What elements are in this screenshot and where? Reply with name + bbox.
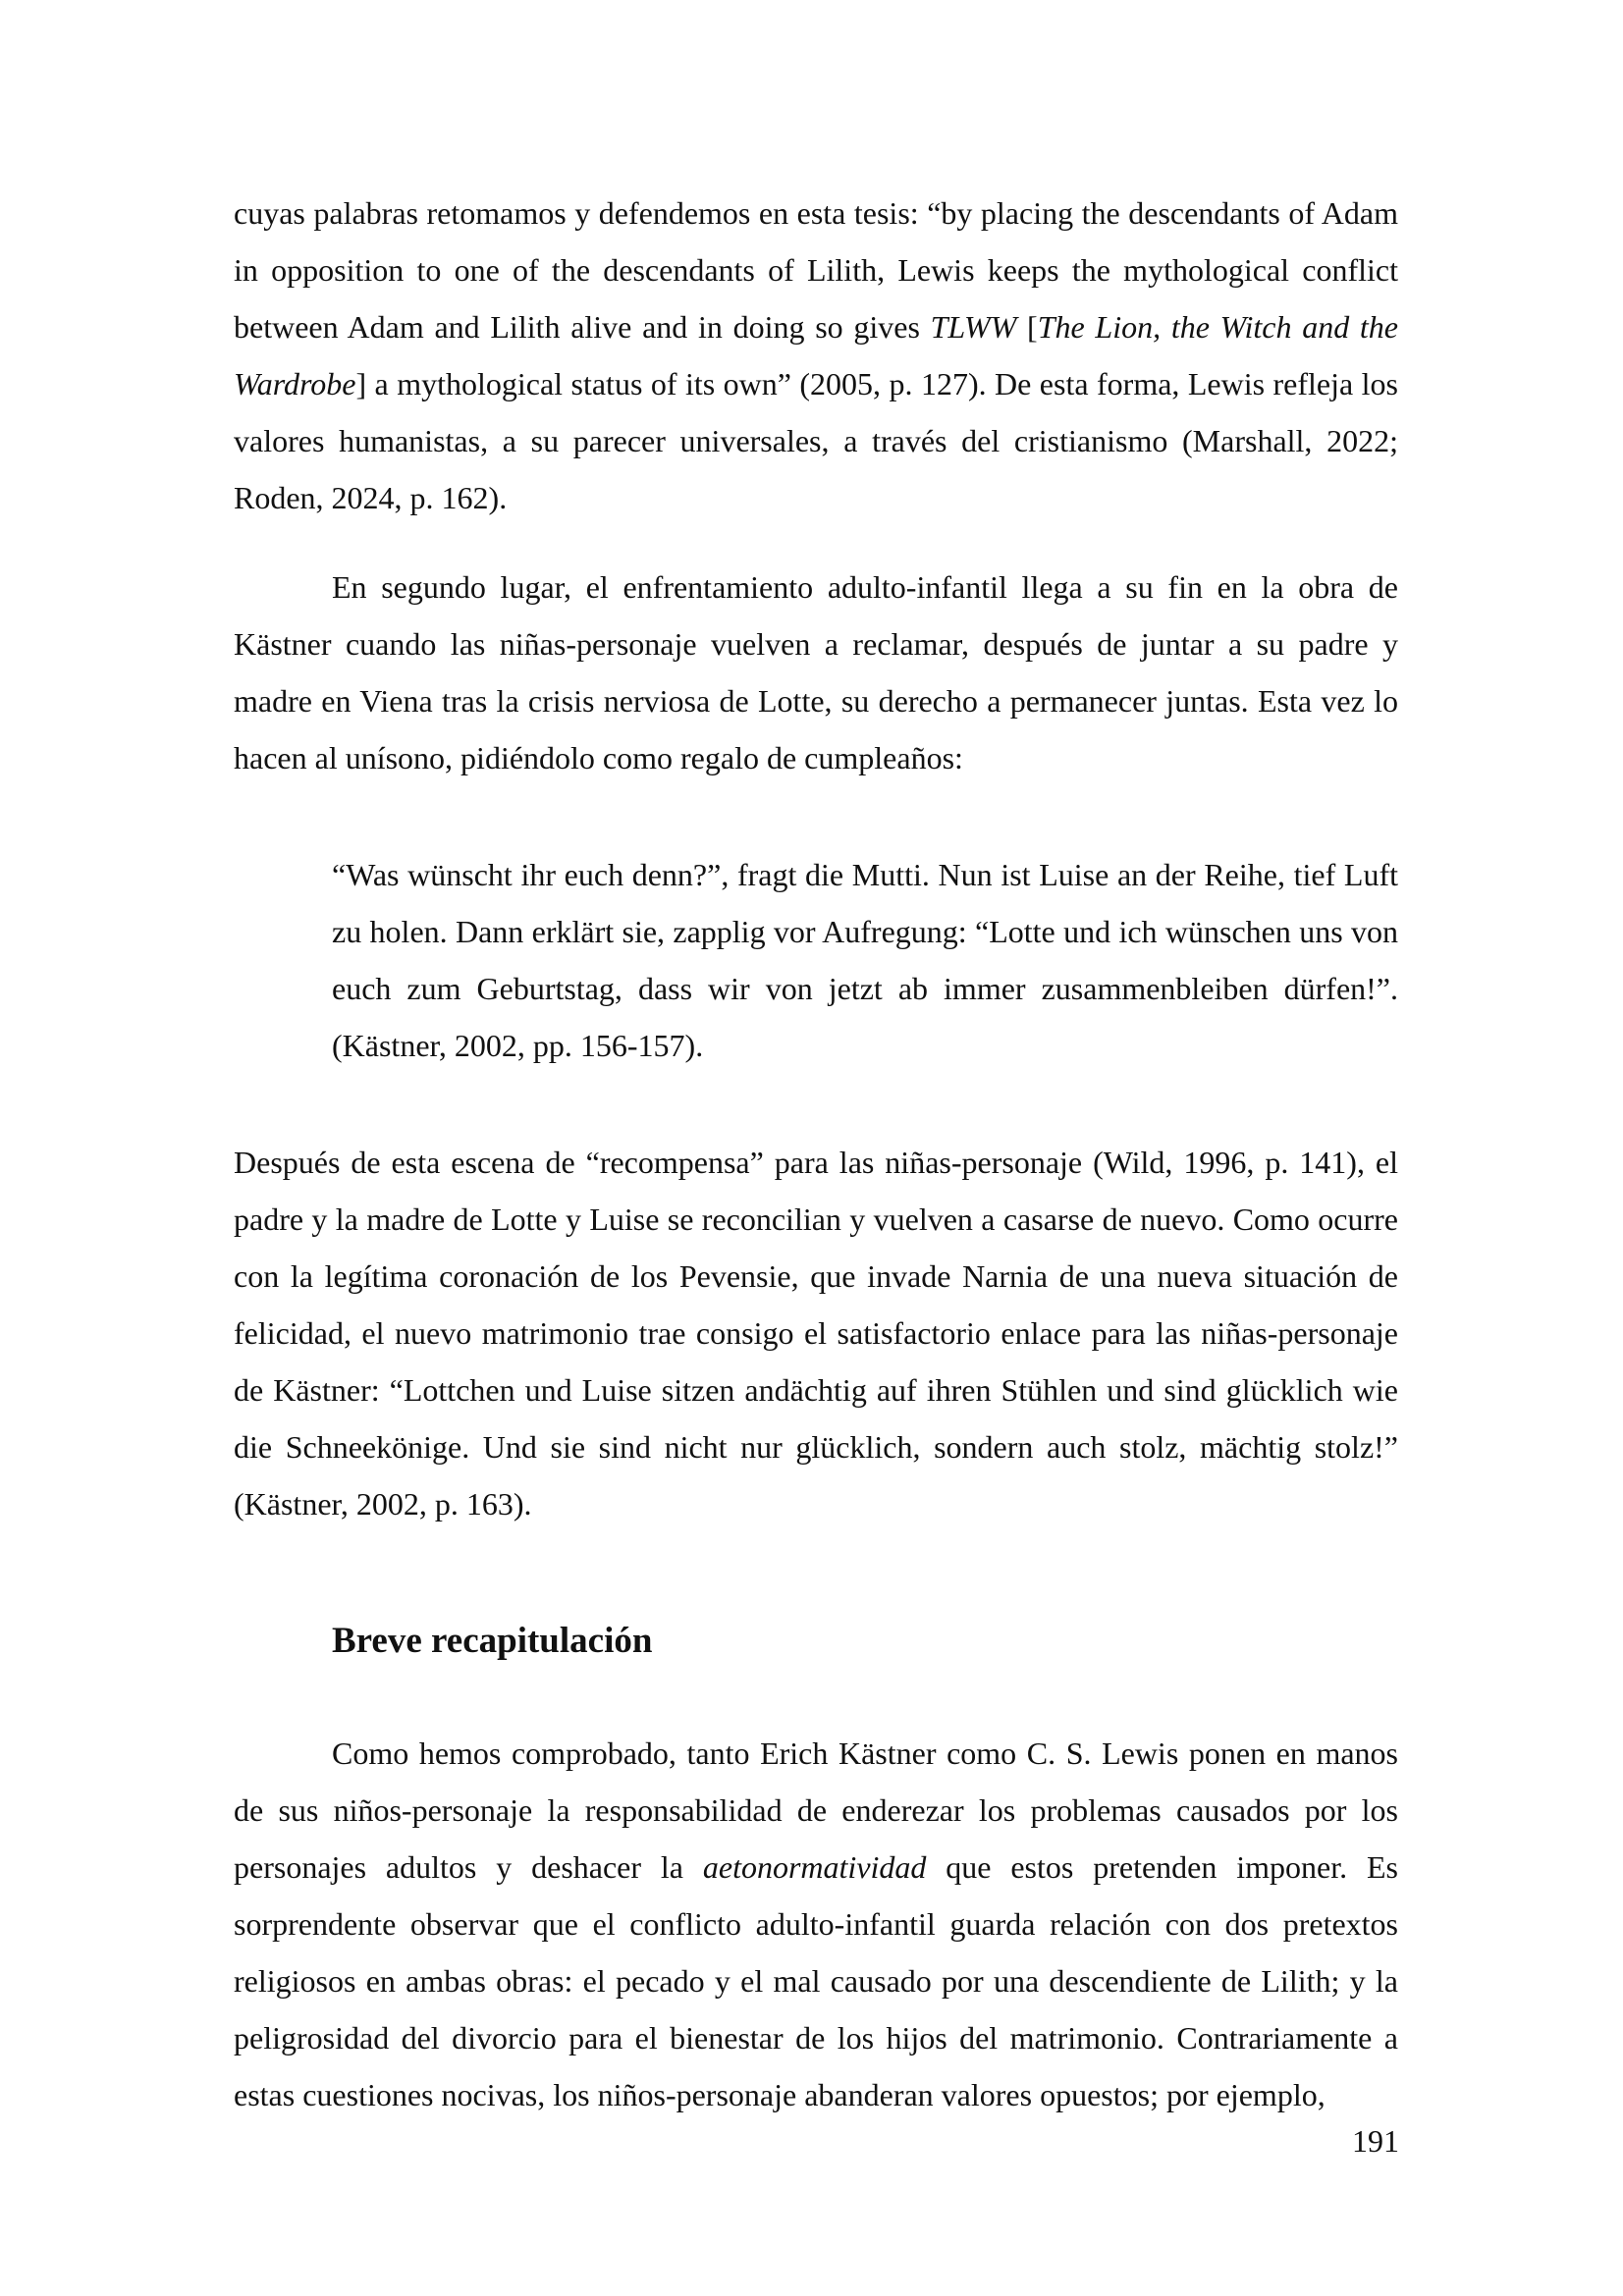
paragraph-1-text-c: ] a mythological status of its own” (2005, p. 127). De esta forma, Lewis refleja los valores humanistas, a su parecer universales, a través del cristianismo (Marshall, 2022; Roden, 2024, p. 162). (234, 366, 1398, 515)
block-quote: “Was wünscht ihr euch denn?”, fragt die Mutti. Nun ist Luise an der Reihe, tief Luft zu holen. Dann erklärt sie, zapplig vor Aufregung: “Lotte und ich wünschen uns von euch zum Geburtstag, dass wir von jetzt ab immer zusammenbleiben dürfen!”. (Kästner, 2002, pp. 156-157). (332, 857, 1398, 1063)
paragraph-4-text-b: que estos pretenden imponer. Es sorprendente observar que el conflicto adulto-infantil guarda relación con dos pretextos religiosos en ambas obras: el pecado y el mal causado por una descendiente de Lilith; y la peligrosidad del divorcio para el bienestar de los hijos del matrimonio. Contrariamente a estas cuestiones nocivas, los niños-personaje abanderan valores opuestos; por ejemplo, (234, 1849, 1398, 2112)
section-heading: Breve recapitulación (332, 1621, 653, 1661)
paragraph-2: En segundo lugar, el enfrentamiento adulto-infantil llega a su fin en la obra de Kästner cuando las niñas-personaje vuelven a reclamar, después de juntar a su padre y madre en Viena tras la crisis nerviosa de Lotte, su derecho a permanecer juntas. Esta vez lo hacen al unísono, pidiéndolo como regalo de cumpleaños: (234, 569, 1398, 775)
paragraph-4-italic-term: aetonormatividad (702, 1849, 927, 1885)
paragraph-1-text-a: cuyas palabras retomamos y defendemos en esta tesis: “by placing the descendants of Adam in opposition to one of the descendants of Lilith, Lewis keeps the mythological conflict between Adam and Lilith alive and in doing so gives (234, 195, 1398, 345)
paragraph-1-italic-tlww: TLWW (930, 309, 1017, 345)
paragraph-4-text-a: Como hemos comprobado, tanto Erich Kästner como C. S. Lewis ponen en manos de sus niños-personaje la responsabilidad de enderezar los problemas causados por los personajes adultos y deshacer la (234, 1735, 1398, 1885)
paragraph-1-text-b: [ (1016, 309, 1038, 345)
paragraph-1-italic-title: The Lion, the Witch and the Wardrobe (234, 309, 1399, 401)
paragraph-1 (234, 185, 1398, 526)
page-number: 191 (1352, 2123, 1399, 2159)
paragraph-4 (234, 1725, 1398, 2123)
paragraph-3: Después de esta escena de “recompensa” para las niñas-personaje (Wild, 1996, p. 141), el padre y la madre de Lotte y Luise se reconcilian y vuelven a casarse de nuevo. Como ocurre con la legítima coronación de los Pevensie, que invade Narnia de una nueva situación de felicidad, el nuevo matrimonio trae consigo el satisfactorio enlace para las niñas-personaje de Kästner: “Lottchen und Luise sitzen andächtig auf ihren Stühlen und sind glücklich wie die Schneekönige. Und sie sind nicht nur glücklich, sondern auch stolz, mächtig stolz!” (Kästner, 2002, p. 163). (234, 1145, 1398, 1522)
